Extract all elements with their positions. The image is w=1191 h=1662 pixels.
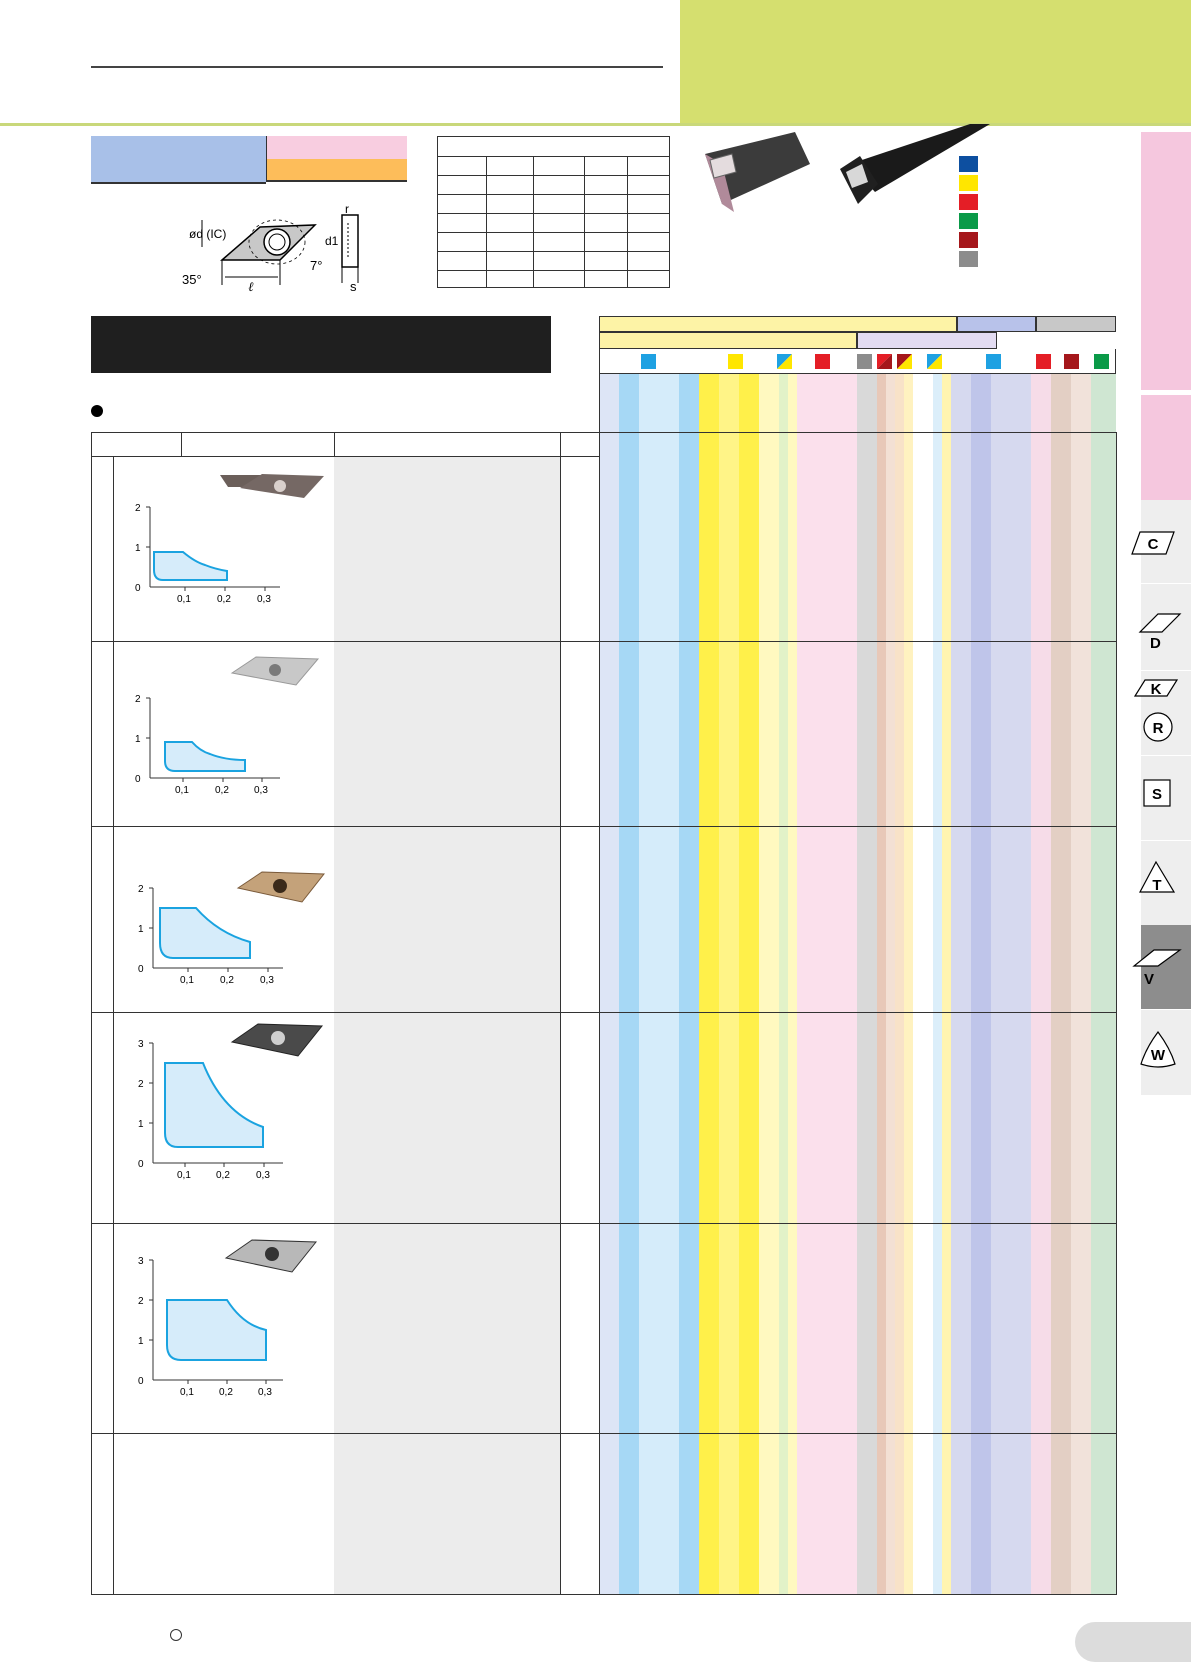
y-tick: 1 — [138, 1119, 144, 1130]
iso-k-swatch — [959, 194, 978, 210]
row-2-description — [334, 642, 560, 826]
insert-geometry-diagram — [180, 205, 390, 295]
row-6-description — [334, 1434, 560, 1594]
row-separator — [91, 1223, 1117, 1224]
y-tick: 0 — [135, 583, 141, 594]
iso-s-swatch — [959, 232, 978, 248]
y-tick: 2 — [138, 884, 144, 895]
iso-n-swatch — [959, 213, 978, 229]
y-tick: 3 — [138, 1039, 144, 1050]
insert-photo-3 — [236, 870, 326, 906]
tab-d-label: D — [1150, 635, 1161, 652]
y-tick: 2 — [138, 1079, 144, 1090]
legend-block-pink — [266, 136, 407, 159]
marker-p — [641, 354, 656, 369]
x-tick: 0,3 — [260, 975, 274, 986]
tab-c-icon[interactable] — [1130, 530, 1176, 558]
grade-header-blue — [957, 316, 1036, 332]
x-tick: 0,3 — [258, 1387, 272, 1398]
row-1-description — [334, 457, 560, 641]
tab-r-icon[interactable] — [1141, 710, 1175, 744]
tab-t-label: T — [1152, 877, 1162, 894]
marker-pm-2 — [927, 354, 942, 369]
x-tick: 0,1 — [177, 594, 191, 605]
marker-p-2 — [986, 354, 1001, 369]
row-separator — [91, 826, 1117, 827]
y-tick: 2 — [135, 503, 141, 514]
y-tick: 0 — [138, 1376, 144, 1387]
header-divider — [0, 123, 1191, 126]
y-tick: 2 — [138, 1296, 144, 1307]
legend-divider — [266, 136, 267, 182]
legend-block-blue — [91, 136, 266, 184]
iso-p-swatch — [959, 156, 978, 172]
angle-35-label: 35° — [182, 272, 202, 287]
grade-subheader-lilac — [857, 332, 997, 349]
tab-r-label: R — [1152, 720, 1164, 737]
tab-c-label: C — [1147, 536, 1159, 553]
x-tick: 0,3 — [254, 785, 268, 796]
marker-k — [815, 354, 830, 369]
y-tick: 1 — [138, 1336, 144, 1347]
x-tick: 0,2 — [220, 975, 234, 986]
y-tick: 2 — [135, 694, 141, 705]
x-tick: 0,1 — [180, 1387, 194, 1398]
insert-photo-1 — [238, 472, 326, 502]
marker-pm — [777, 354, 792, 369]
marker-k-2 — [1036, 354, 1051, 369]
y-tick: 3 — [138, 1256, 144, 1267]
grade-header-gray — [1036, 316, 1116, 332]
thickness-label: s — [350, 279, 357, 294]
row-5-description — [334, 1224, 560, 1433]
x-tick: 0,1 — [180, 975, 194, 986]
tab-v-label: V — [1144, 971, 1155, 988]
y-tick: 0 — [138, 1159, 144, 1170]
page-number-pill — [1075, 1622, 1191, 1662]
row-3-description — [334, 827, 560, 1012]
x-tick: 0,1 — [177, 1170, 191, 1181]
marker-ks — [877, 354, 892, 369]
marker-sm — [897, 354, 912, 369]
y-tick: 1 — [135, 543, 141, 554]
row-separator — [91, 1433, 1117, 1434]
tab-k-icon[interactable] — [1133, 678, 1179, 700]
grade-subheader-yellow — [599, 332, 857, 349]
tab-s-label: S — [1151, 786, 1163, 803]
iso-m-swatch — [959, 175, 978, 191]
row-4-description — [334, 1013, 560, 1223]
section-banner — [91, 316, 551, 373]
diameter-label: ød (IC) — [189, 227, 227, 241]
header-banner — [680, 0, 1191, 124]
insert-photo-5 — [224, 1238, 318, 1276]
chipbreaker-chart-2 — [130, 693, 330, 823]
radius-label: r — [345, 205, 349, 216]
marker-s — [1064, 354, 1079, 369]
y-tick: 1 — [138, 924, 144, 935]
insert-photo-4 — [230, 1022, 324, 1060]
marker-n — [1094, 354, 1109, 369]
length-label: ℓ — [248, 279, 254, 294]
x-tick: 0,2 — [215, 785, 229, 796]
x-tick: 0,1 — [175, 785, 189, 796]
tab-s-icon[interactable] — [1142, 778, 1174, 810]
chipbreaker-chart-5 — [133, 1250, 333, 1425]
tab-t-icon[interactable] — [1138, 860, 1178, 896]
marker-m — [728, 354, 743, 369]
dimension-table — [437, 136, 670, 288]
x-tick: 0,2 — [216, 1170, 230, 1181]
sidetab-pink-top[interactable] — [1141, 132, 1191, 390]
insert-photo-2 — [230, 655, 320, 689]
tab-w-label: W — [1150, 1047, 1166, 1064]
angle-7-label: 7° — [310, 258, 323, 273]
d1-label: d1 — [325, 234, 339, 248]
grade-header-yellow — [599, 316, 957, 332]
x-tick: 0,3 — [256, 1170, 270, 1181]
tab-w-icon[interactable] — [1138, 1030, 1178, 1070]
title-underline — [91, 66, 663, 68]
marker-h — [857, 354, 872, 369]
x-tick: 0,2 — [219, 1387, 233, 1398]
sidetab-pink-mid[interactable] — [1141, 395, 1191, 500]
x-tick: 0,2 — [217, 594, 231, 605]
section-bullet — [91, 405, 103, 417]
tool-holder-images — [700, 124, 990, 216]
y-tick: 1 — [135, 734, 141, 745]
legend-block-orange — [266, 159, 407, 182]
tab-d-icon[interactable] — [1138, 612, 1182, 652]
y-tick: 0 — [138, 964, 144, 975]
x-tick: 0,3 — [257, 594, 271, 605]
copyright-circle — [170, 1629, 182, 1641]
tab-v-icon[interactable] — [1132, 948, 1182, 988]
tab-k-label: K — [1150, 681, 1162, 698]
iso-h-swatch — [959, 251, 978, 267]
y-tick: 0 — [135, 774, 141, 785]
row-separator — [91, 641, 1117, 642]
